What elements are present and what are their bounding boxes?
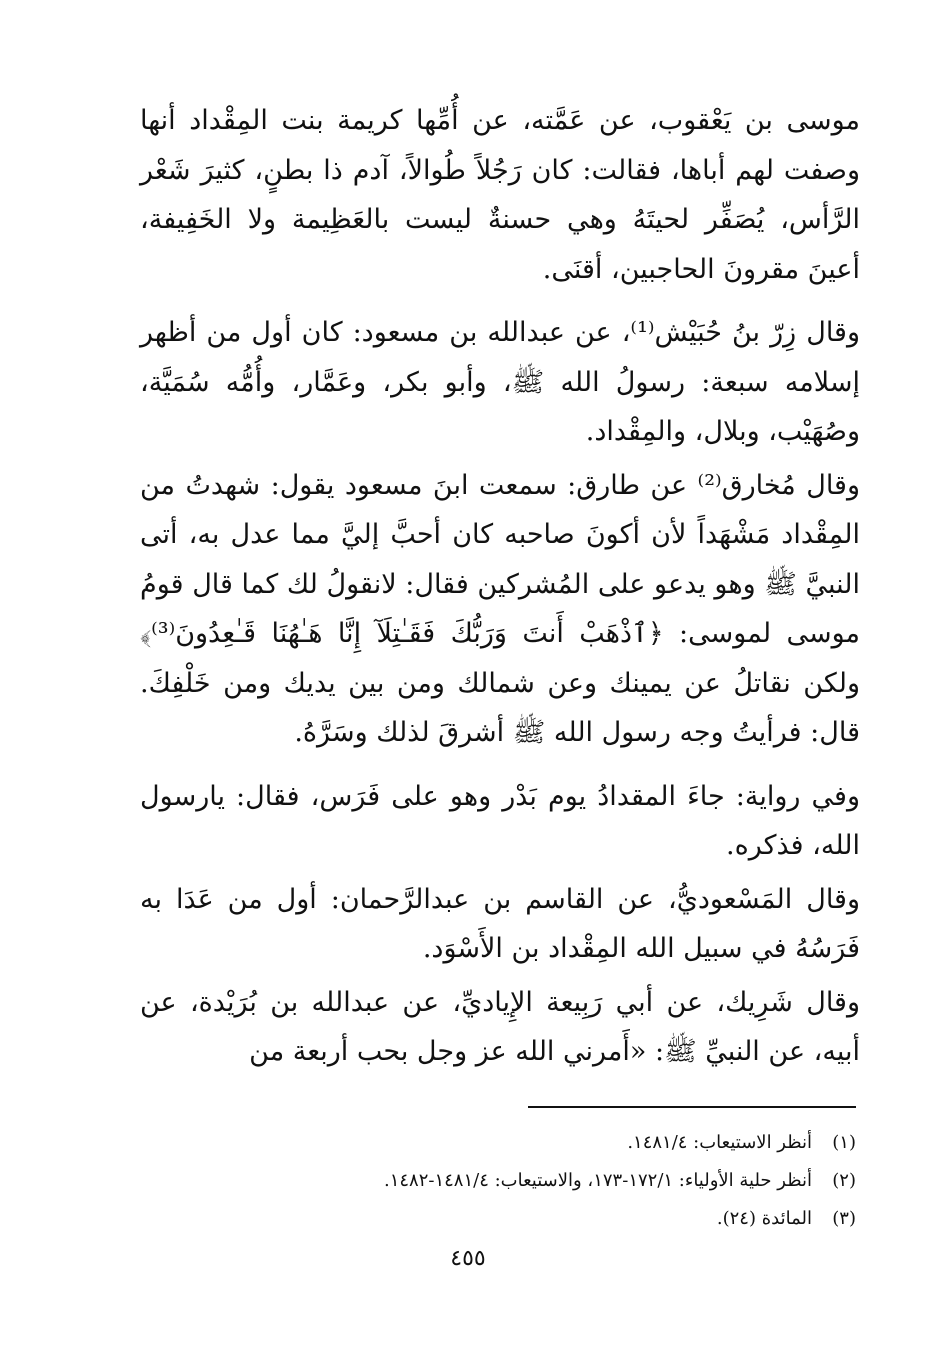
footnote-number: (٣) [832,1208,856,1229]
paragraph-2: وقال زِرّ بنُ حُبَيْش⁽¹⁾، عن عبدالله بن مسعود: كان أول من أظهر إسلامه سبعة: رسولُ الله ﷺ، وأبو بكر، وعَمَّار، وأُمُّه سُمَيَّة، وصُهَيْب، وبلال، والمِقْداد. [140,317,860,447]
footnote-1 [140,1124,856,1162]
footnote-2 [140,1162,856,1200]
main-text [140,96,860,1077]
paragraph-4: وفي رواية: جاءَ المقدادُ يوم بَدْر وهو على فَرَس، فقال: يارسول الله، فذكره. [140,780,860,861]
paragraph-1: موسى بن يَعْقوب، عن عَمَّته، عن أُمِّها كريمة بنت المِقْداد أنها وصفت لهم أباها، فقالت: كان رَجُلاً طُوالاً، آدم ذا بطنٍ، كثيرَ شَعْر الرَّأس، يُصَفِّر لحيتَهُ وهي حسنةٌ ليست بالعَظِيمة ولا الخَفِيفة، أعينَ مقرونَ الحاجبين، أقنَى. [140,105,860,285]
paragraph-6: وقال شَرِيك، عن أبي رَبِيعة الإِياديِّ، عن عبدالله بن بُرَيْدة، عن أبيه، عن النبيِّ ﷺ: «أَمرني الله عز وجل بحب أربعة من [140,986,860,1067]
footnote-number: (١) [832,1132,856,1153]
footnote-text: أنظر حلية الأولياء: ١٧٢/١-١٧٣، والاستيعاب: ١٤٨١/٤-١٤٨٢. [383,1170,812,1191]
footnote-number: (٢) [832,1170,856,1191]
footnote-text: أنظر الاستيعاب: ١٤٨١/٤. [627,1132,812,1153]
footnote-3 [140,1200,856,1238]
footnote-separator [528,1106,856,1108]
page-number: ٤٥٥ [450,1246,486,1271]
paragraph-5: وقال المَسْعوديُّ، عن القاسم بن عبدالرَّحمان: أول من عَدَا به فَرَسُهُ في سبيل الله المِقْداد بن الأَسْوَد. [140,883,860,964]
paragraph-3: وقال مُخارق⁽²⁾ عن طارق: سمعت ابنَ مسعود يقول: شهدتُ من المِقْداد مَشْهَداً لأن أكونَ صاحبه كان أحبَّ إليَّ مما عدل به، أتى النبيَّ ﷺ وهو يدعو على المُشركين فقال: لانقولُ لك كما قال قومُ موسى لموسى: ﴿ٱذْهَبْ أَنتَ وَرَبُّكَ فَقَـٰتِلَآ إِنَّا هَـٰهُنَا قَـٰعِدُونَ⁽³⁾﴾ ولكن نقاتلُ عن يمينك وعن شمالك ومن بين يديك ومن خَلْفِكَ. قال: فرأيتُ وجه رسول الله ﷺ أشرقَ لذلك وسَرَّهُ. [140,469,861,748]
footnote-text: المائدة (٢٤). [716,1208,812,1229]
footnotes [140,1124,856,1238]
